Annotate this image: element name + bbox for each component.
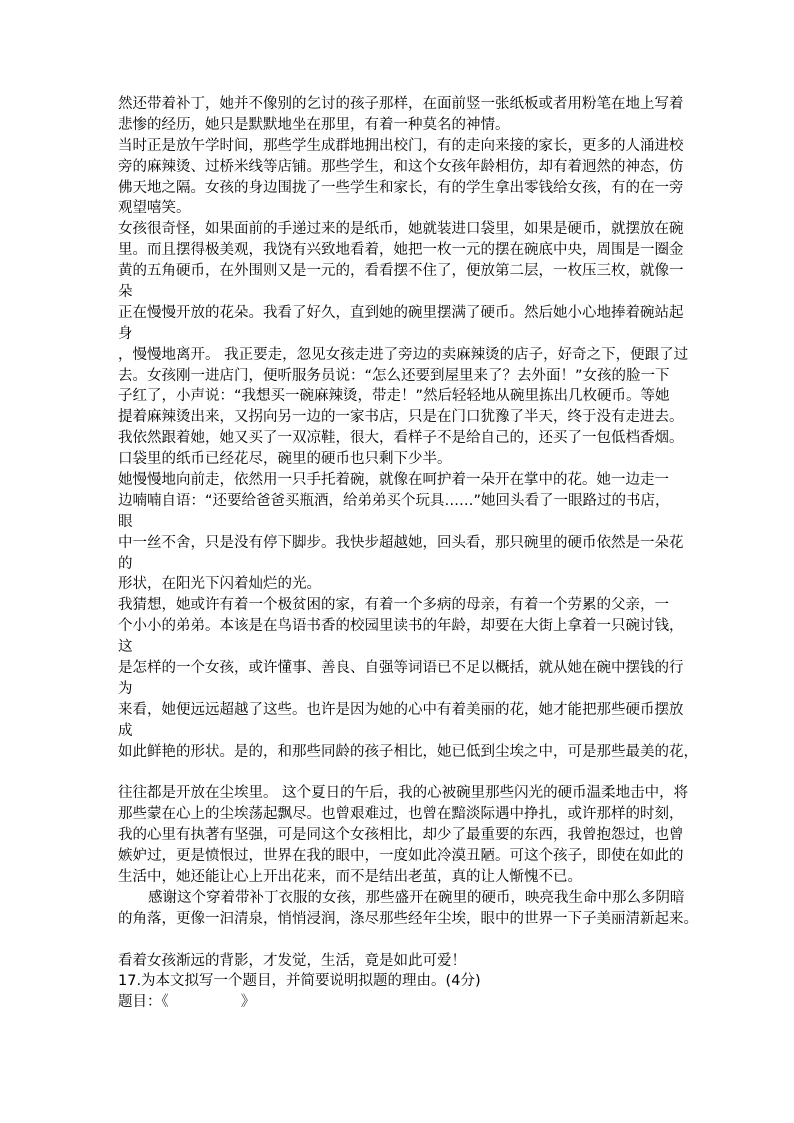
text-line: 她慢慢地向前走，依然用一只手托着碗，就像在呵护着一朵开在掌中的花。她一边走一 [118,472,669,489]
text-line: 女孩很奇怪，如果面前的手递过来的是纸币，她就装进口袋里，如果是硬币，就摆放在碗 [118,221,684,238]
text-line: 我依然跟着她，她又买了一双凉鞋，很大，看样子不是给自己的，还买了一包低档香烟。 [118,430,684,447]
question-17: 17.为本文拟写一个题目，并简要说明拟题的理由。(4分) [118,973,481,990]
text-line: 成 [118,722,133,739]
text-line: 我猜想，她或许有着一个极贫困的家，有着一个多病的母亲，有着一个劳累的父亲，一 [118,597,669,614]
text-line: 旁的麻辣烫、过桥米线等店铺。那些学生，和这个女孩年龄相仿，却有着迥然的神态，仿 [118,158,684,175]
text-line: 子红了，小声说：“我想买一碗麻辣烫，带走！”然后轻轻地从碗里拣出几枚硬币。等她 [118,388,670,405]
text-line: 往往都是开放在尘埃里。 这个夏日的午后，我的心被碗里那些闪光的硬币温柔地击中，将 [118,785,689,802]
text-line: 佛天地之隔。女孩的身边围拢了一些学生和家长，有的学生拿出零钱给女孩，有的在一旁 [118,179,684,196]
text-line: 来看，她便远远超越了这些。也许是因为她的心中有着美丽的花，她才能把那些硬币摆放 [118,701,684,718]
text-line: 里。而且摆得极美观，我饶有兴致地看着，她把一枚一元的摆在碗底中央，周围是一圈金 [118,242,684,259]
title-answer-line [118,992,718,1013]
text-line: 边喃喃自语：“还要给爸爸买瓶酒，给弟弟买个玩具……”她回头看了一眼路过的书店， [118,492,670,509]
text-line: 身 [118,325,133,342]
text-line: 这 [118,639,133,656]
text-line: 悲惨的经历，她只是默默地坐在那里，有着一种莫名的神情。 [118,116,510,133]
text-line: 口袋里的纸币已经花尽，碗里的硬币也只剩下少半。 [118,451,452,468]
text-line: 观望嘻笑。 [118,200,191,217]
text-line: 嫉妒过，更是愤恨过，世界在我的眼中，一度如此冷漠丑陋。可这个孩子，即使在如此的 [118,848,684,865]
title-close: 》 [240,994,256,1011]
text-line: 朵 [118,284,133,301]
text-line: 感谢这个穿着带补丁衣服的女孩，那些盛开在碗里的硬币，映亮我生命中那么多阴暗 [148,889,685,906]
text-line: ，慢慢地离开。 我正要走，忽见女孩走进了旁边的卖麻辣烫的店子，好奇之下，便跟了过 [118,346,689,363]
text-line: 为 [118,680,133,697]
text-line: 看着女孩渐远的背影，才发觉，生活，竟是如此可爱！ [118,952,466,969]
text-line: 我的心里有执著有坚强，可是同这个女孩相比，却少了最重要的东西，我曾抱怨过，也曾 [118,827,684,844]
blank-line [118,930,718,951]
text-line: 提着麻辣烫出来，又拐向另一边的一家书店，只是在门口犹豫了半天，终于没有走进去。 [118,409,684,426]
text-line: 的角落，更像一汩清泉，悄悄浸润，涤尽那些经年尘埃，眼中的世界一下子美丽清新起来。 [118,910,698,927]
text-line: 眼 [118,513,133,530]
text-line: 黄的五角硬币，在外围则又是一元的，看看摆不住了，便放第二层，一枚压三枚，就像一 [118,263,684,280]
text-line: 去。女孩刚一进店门，便听服务员说：“怎么还要到屋里来了？去外面！”女孩的脸一下 [118,367,670,384]
document-page [118,94,718,1013]
text-line: 个小小的弟弟。本该是在鸟语书香的校园里读书的年龄，却要在大街上拿着一只碗讨钱， [118,618,684,635]
blank-line [118,763,718,784]
text-line: 生活中，她还能让心上开出花来，而不是结出老茧，真的让人惭愧不已。 [118,868,582,885]
text-line: 形状，在阳光下闪着灿烂的光。 [118,576,321,593]
text-line: 中一丝不舍，只是没有停下脚步。我快步超越她，回头看，那只碗里的硬币依然是一朵花 [118,534,684,551]
text-line: 如此鲜艳的形状。是的，和那些同龄的孩子相比，她已低到尘埃之中，可是那些最美的花， [118,743,698,760]
title-label: 题目：《 [118,994,169,1011]
text-line: 是怎样的一个女孩，或许懂事、善良、自强等词语已不足以概括，就从她在碗中摆钱的行 [118,660,684,677]
text-line: 的 [118,555,133,572]
text-line: 然还带着补丁，她并不像别的乞讨的孩子那样，在面前竖一张纸板或者用粉笔在地上写着 [118,96,684,112]
text-line: 正在慢慢开放的花朵。我看了好久，直到她的碗里摆满了硬币。然后她小心地捧着碗站起 [118,304,684,321]
text-line: 当时正是放午学时间，那些学生成群地拥出校门，有的走向来接的家长，更多的人涌进校 [118,137,684,154]
text-line: 那些蒙在心上的尘埃荡起飘尽。也曾艰难过，也曾在黯淡际遇中挣扎，或许那样的时刻， [118,806,684,823]
